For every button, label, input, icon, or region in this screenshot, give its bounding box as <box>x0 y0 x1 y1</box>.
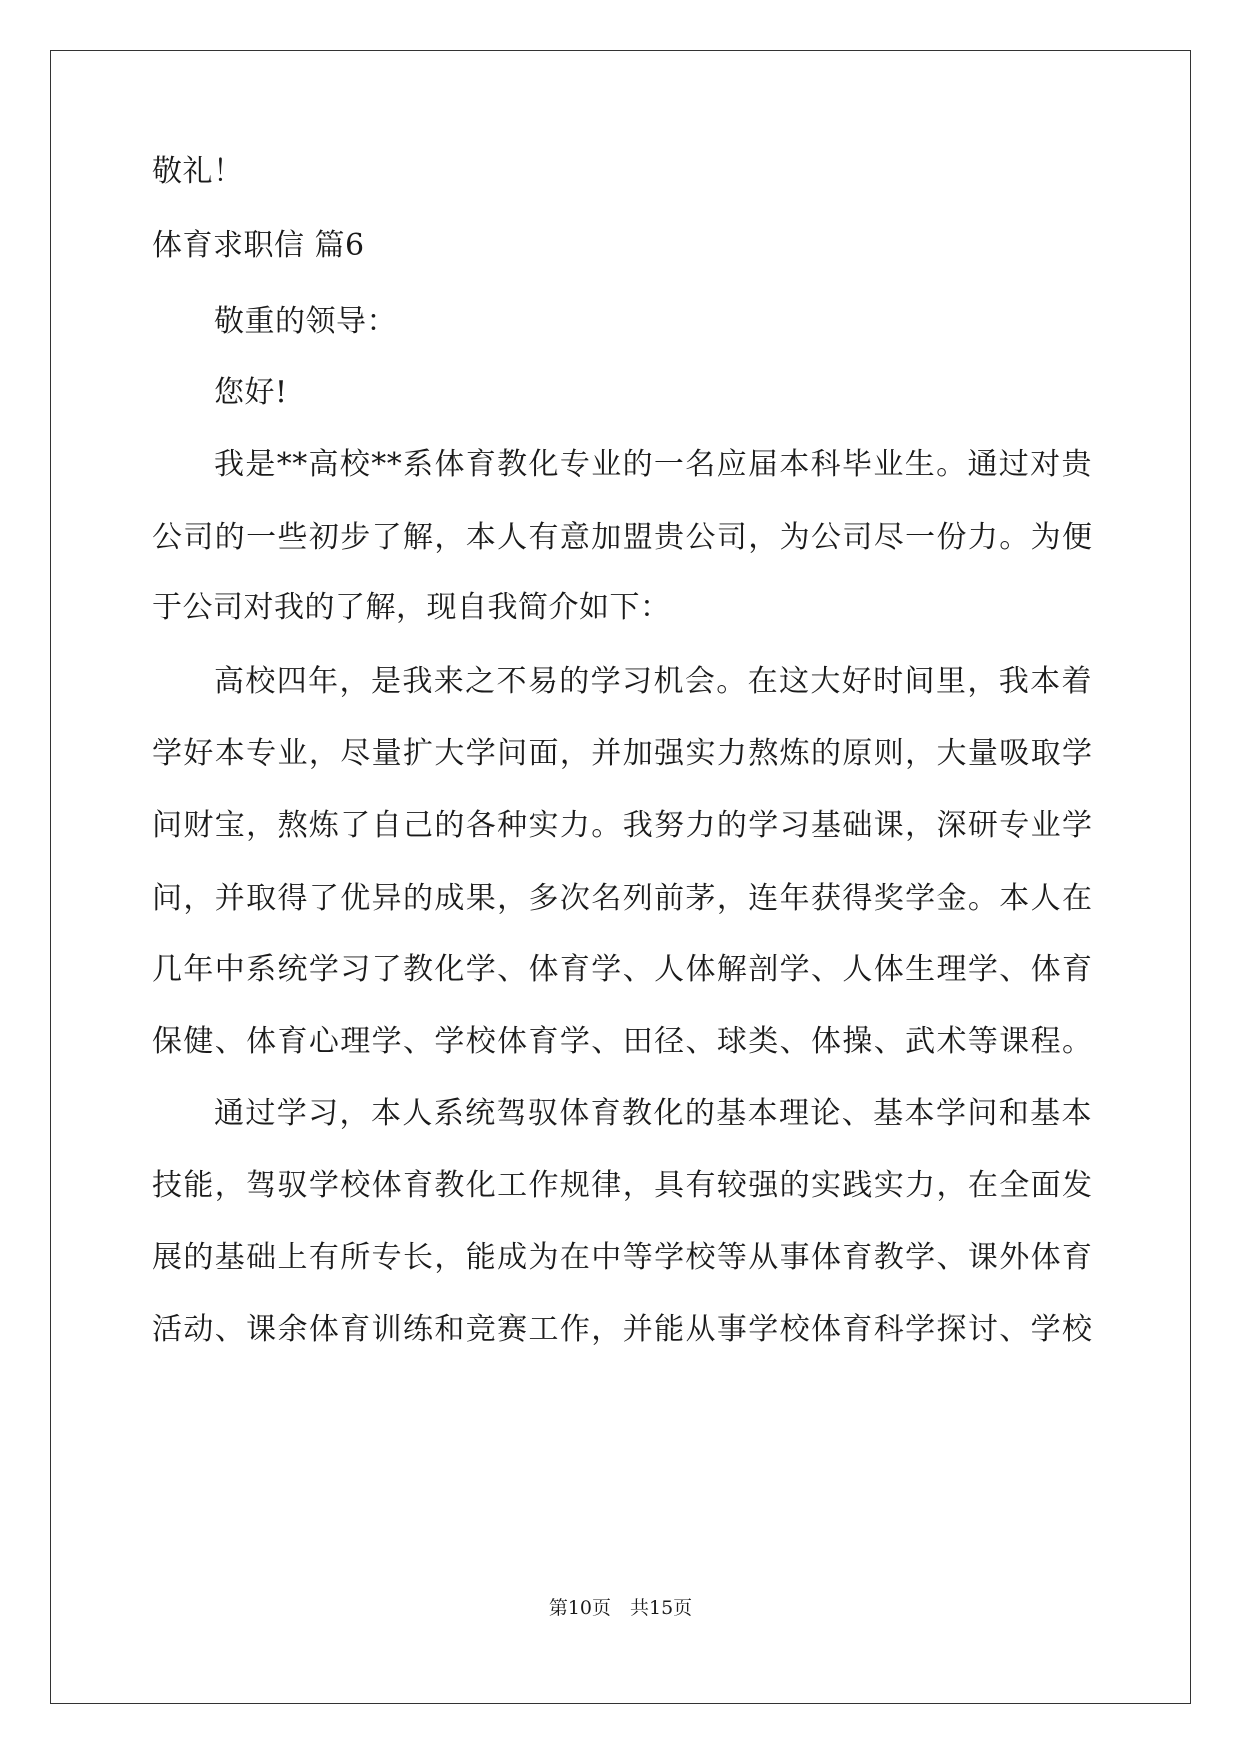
paragraph-line: 展的基础上有所专长，能成为在中等学校等从事体育教学、课外体育 <box>152 1240 1092 1275</box>
paragraph-line: 保健、体育心理学、学校体育学、田径、球类、体操、武术等课程。 <box>152 1024 1092 1059</box>
paragraph-line: 学好本专业，尽量扩大学问面，并加强实力熬炼的原则，大量吸取学 <box>152 736 1092 771</box>
paragraph-line: 技能，驾驭学校体育教化工作规律，具有较强的实践实力，在全面发 <box>152 1168 1092 1203</box>
page-number: 第10页 共15页 <box>548 1597 693 1619</box>
greeting-hello: 您好! <box>214 375 288 410</box>
paragraph-line: 我是**高校**系体育教化专业的一名应届本科毕业生。通过对贵 <box>214 447 1092 482</box>
paragraph-line: 几年中系统学习了教化学、体育学、人体解剖学、人体生理学、体育 <box>152 952 1092 987</box>
paragraph-line: 问财宝，熬炼了自己的各种实力。我努力的学习基础课，深研专业学 <box>152 808 1092 843</box>
page-footer <box>0 1596 1241 1620</box>
section-heading: 体育求职信 篇6 <box>152 228 365 263</box>
paragraph-line: 通过学习，本人系统驾驭体育教化的基本理论、基本学问和基本 <box>214 1096 1092 1131</box>
paragraph-line: 于公司对我的了解，现自我简介如下： <box>152 590 671 625</box>
paragraph-line: 问，并取得了优异的成果，多次名列前茅，连年获得奖学金。本人在 <box>152 881 1092 916</box>
greeting-line: 敬重的领导： <box>214 304 397 339</box>
page-border <box>50 50 1191 1704</box>
closing-salutation: 敬礼！ <box>152 154 244 189</box>
paragraph-line: 高校四年，是我来之不易的学习机会。在这大好时间里，我本着 <box>214 664 1092 699</box>
paragraph-line: 公司的一些初步了解，本人有意加盟贵公司，为公司尽一份力。为便 <box>152 520 1092 555</box>
paragraph-line: 活动、课余体育训练和竞赛工作，并能从事学校体育科学探讨、学校 <box>152 1312 1092 1347</box>
